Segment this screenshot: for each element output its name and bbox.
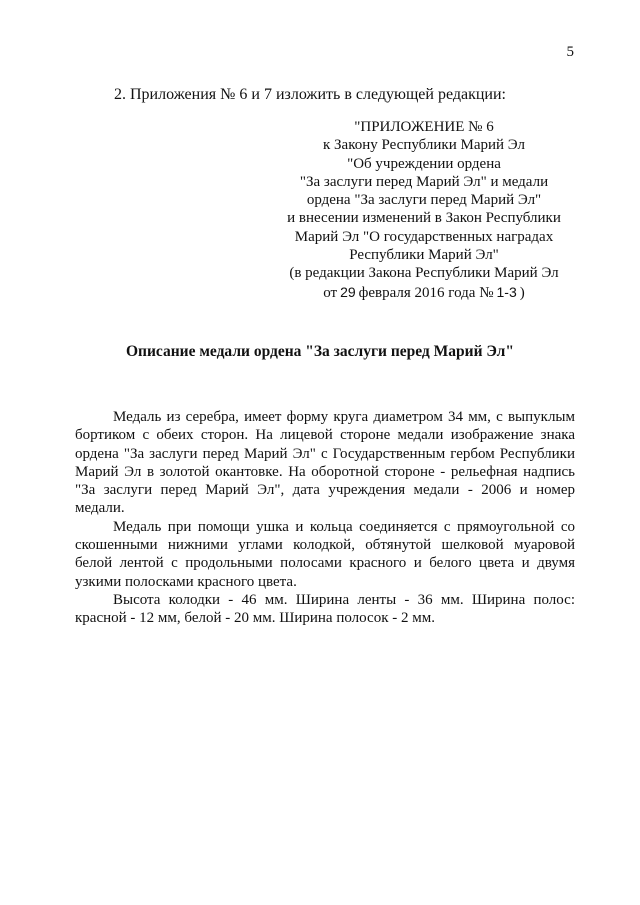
- handwritten-law-number: 1-3: [496, 283, 517, 300]
- paragraph-material: Медаль из серебра, имеет форму круга диаметром 34 мм, с выпуклым бортиком с обеих сторон. На лицевой стороне медали изображение знака ордена "За заслуги перед Марий Эл" с Государственным гербом Республики Марий Эл в золотой окантовке. На оборотной стороне - рельефная надпись "За заслуги перед Марий Эл", дата учреждения медали - 2006 и номер медали.: [75, 409, 575, 517]
- date-suffix: ): [519, 284, 525, 301]
- date-prefix: от: [323, 284, 338, 301]
- section-heading: Описание медали ордена "За заслуги перед Марий Эл": [126, 343, 514, 360]
- appendix-line: к Закону Республики Марий Эл: [322, 137, 525, 154]
- appendix-line: и внесении изменений в Закон Республики: [287, 210, 561, 227]
- appendix-line: Республики Марий Эл": [349, 247, 499, 264]
- page-number: 5: [566, 44, 574, 60]
- appendix-title: "ПРИЛОЖЕНИЕ № 6: [354, 119, 494, 135]
- paragraph-dimensions: Высота колодки - 46 мм. Ширина ленты - 36 мм. Ширина полос: красной - 12 мм, белой - 20 мм. Ширина полосок - 2 мм.: [75, 591, 575, 627]
- appendix-line: "Об учреждении ордена: [347, 155, 501, 172]
- appendix-header: [274, 118, 574, 302]
- appendix-line: "За заслуги перед Марий Эл" и медали: [299, 173, 549, 190]
- medal-description: [75, 408, 575, 628]
- date-middle: февраля 2016 года №: [358, 284, 494, 301]
- appendix-line: ордена "За заслуги перед Марий Эл": [306, 192, 542, 209]
- appendix-date-line: [274, 283, 574, 302]
- handwritten-day: 29: [340, 283, 356, 300]
- appendix-line: (в редакции Закона Республики Марий Эл: [289, 265, 559, 282]
- amendment-item: 2. Приложения № 6 и 7 изложить в следующей редакции:: [114, 86, 506, 103]
- appendix-line: Марий Эл "О государственных наградах: [294, 228, 554, 245]
- paragraph-ribbon: Медаль при помощи ушка и кольца соединяется с прямоугольной со скошенными нижними углами колодкой, обтянутой шелковой муаровой белой лентой с продольными полосами красного и белого цвета и двумя узкими полосками красного цвета.: [75, 518, 575, 590]
